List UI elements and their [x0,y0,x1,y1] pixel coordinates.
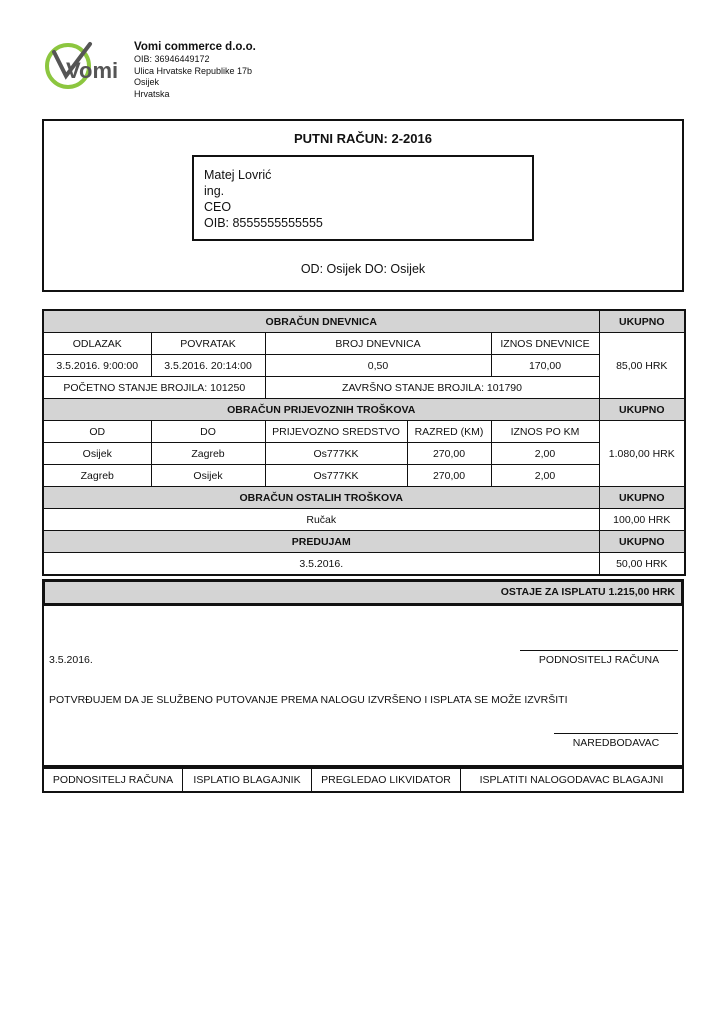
table-cell: Osijek [151,465,265,487]
orderer-signature-line [554,733,678,734]
other-cost-item: Ručak [43,509,599,531]
signature-date: 3.5.2016. [49,654,93,666]
table-cell: Osijek [43,443,151,465]
table-cell: Zagreb [151,443,265,465]
footer-cell: ISPLATIO BLAGAJNIK [183,768,312,792]
footer-cell: ISPLATITI NALOGODAVAC BLAGAJNI [461,768,684,792]
table-cell: Os777KK [265,443,407,465]
transport-heading-row [43,399,685,421]
column-header: DO [151,421,265,443]
table-cell: 3.5.2016. 20:14:00 [151,355,265,377]
table-row [43,355,685,377]
table-cell: 2,00 [491,465,599,487]
column-header: IZNOS DNEVNICE [491,333,599,355]
per-diem-total-heading: UKUPNO [599,310,685,333]
table-cell: Os777KK [265,465,407,487]
table-cell: 0,50 [265,355,491,377]
orderer-signature-label: NAREDBODAVAC [572,737,660,749]
other-costs-total: 100,00 HRK [599,509,685,531]
company-street: Ulica Hrvatske Republike 17b [134,65,253,76]
company-country: Hrvatska [134,88,170,99]
signature-section [42,606,684,767]
other-costs-heading: OBRAČUN OSTALIH TROŠKOVA [43,487,599,509]
table-cell: 170,00 [491,355,599,377]
footer-cell: PODNOSITELJ RAČUNA [43,768,183,792]
other-costs-total-heading: UKUPNO [599,487,685,509]
recipient-name: Matej Lovrić [204,168,272,182]
per-diem-heading: OBRAČUN DNEVNICA [43,310,599,333]
column-header: PRIJEVOZNO SREDSTVO [265,421,407,443]
transport-total-heading: UKUPNO [599,399,685,421]
footer-cell: PREGLEDAO LIKVIDATOR [312,768,461,792]
column-header: OD [43,421,151,443]
column-header: BROJ DNEVNICA [265,333,491,355]
table-row [43,465,685,487]
column-header: POVRATAK [151,333,265,355]
column-header: ODLAZAK [43,333,151,355]
footer-row [43,768,683,792]
table-cell: 2,00 [491,443,599,465]
expense-table [42,309,686,576]
other-costs-heading-row [43,487,685,509]
table-cell: Zagreb [43,465,151,487]
company-city: Osijek [134,77,160,87]
per-diem-total: 85,00 HRK [599,333,685,399]
advance-heading-row [43,531,685,553]
table-row [43,553,685,576]
company-info [134,40,256,100]
transport-columns-row [43,421,685,443]
travel-route: OD: Osijek DO: Osijek [300,262,426,276]
per-diem-columns-row [43,333,685,355]
table-row [43,509,685,531]
company-logo [44,40,120,92]
odometer-start: POČETNO STANJE BROJILA: 101250 [43,377,265,399]
odometer-end: ZAVRŠNO STANJE BROJILA: 101790 [265,377,599,399]
odometer-row [43,377,685,399]
recipient-box [192,155,534,241]
document-header [42,119,684,292]
submitter-signature-label: PODNOSITELJ RAČUNA [538,654,660,666]
advance-date: 3.5.2016. [43,553,599,576]
advance-total: 50,00 HRK [599,553,685,576]
approval-statement: POTVRĐUJEM DA JE SLUŽBENO PUTOVANJE PREMA NALOGU IZVRŠENO I ISPLATA SE MOŽE IZVRŠITI [49,694,568,706]
transport-heading: OBRAČUN PRIJEVOZNIH TROŠKOVA [43,399,599,421]
table-cell: 270,00 [407,443,491,465]
company-name: Vomi commerce d.o.o. [134,41,256,53]
advance-heading: PREDUJAM [43,531,599,553]
payout-total: OSTAJE ZA ISPLATU 1.215,00 HRK [42,579,684,606]
table-cell: 270,00 [407,465,491,487]
recipient-role: CEO [204,200,232,214]
per-diem-heading-row [43,310,685,333]
table-cell: 3.5.2016. 9:00:00 [43,355,151,377]
recipient-title: ing. [204,184,225,198]
company-oib: OIB: 36946449172 [134,54,210,64]
logo-text: Vomi [66,58,119,83]
advance-total-heading: UKUPNO [599,531,685,553]
submitter-signature-line [520,650,678,651]
column-header: IZNOS PO KM [491,421,599,443]
document-title: PUTNI RAČUN: 2-2016 [294,131,432,146]
table-row [43,443,685,465]
transport-total: 1.080,00 HRK [599,421,685,487]
recipient-oib: OIB: 8555555555555 [204,216,323,230]
approval-footer [42,767,684,793]
column-header: RAZRED (KM) [407,421,491,443]
